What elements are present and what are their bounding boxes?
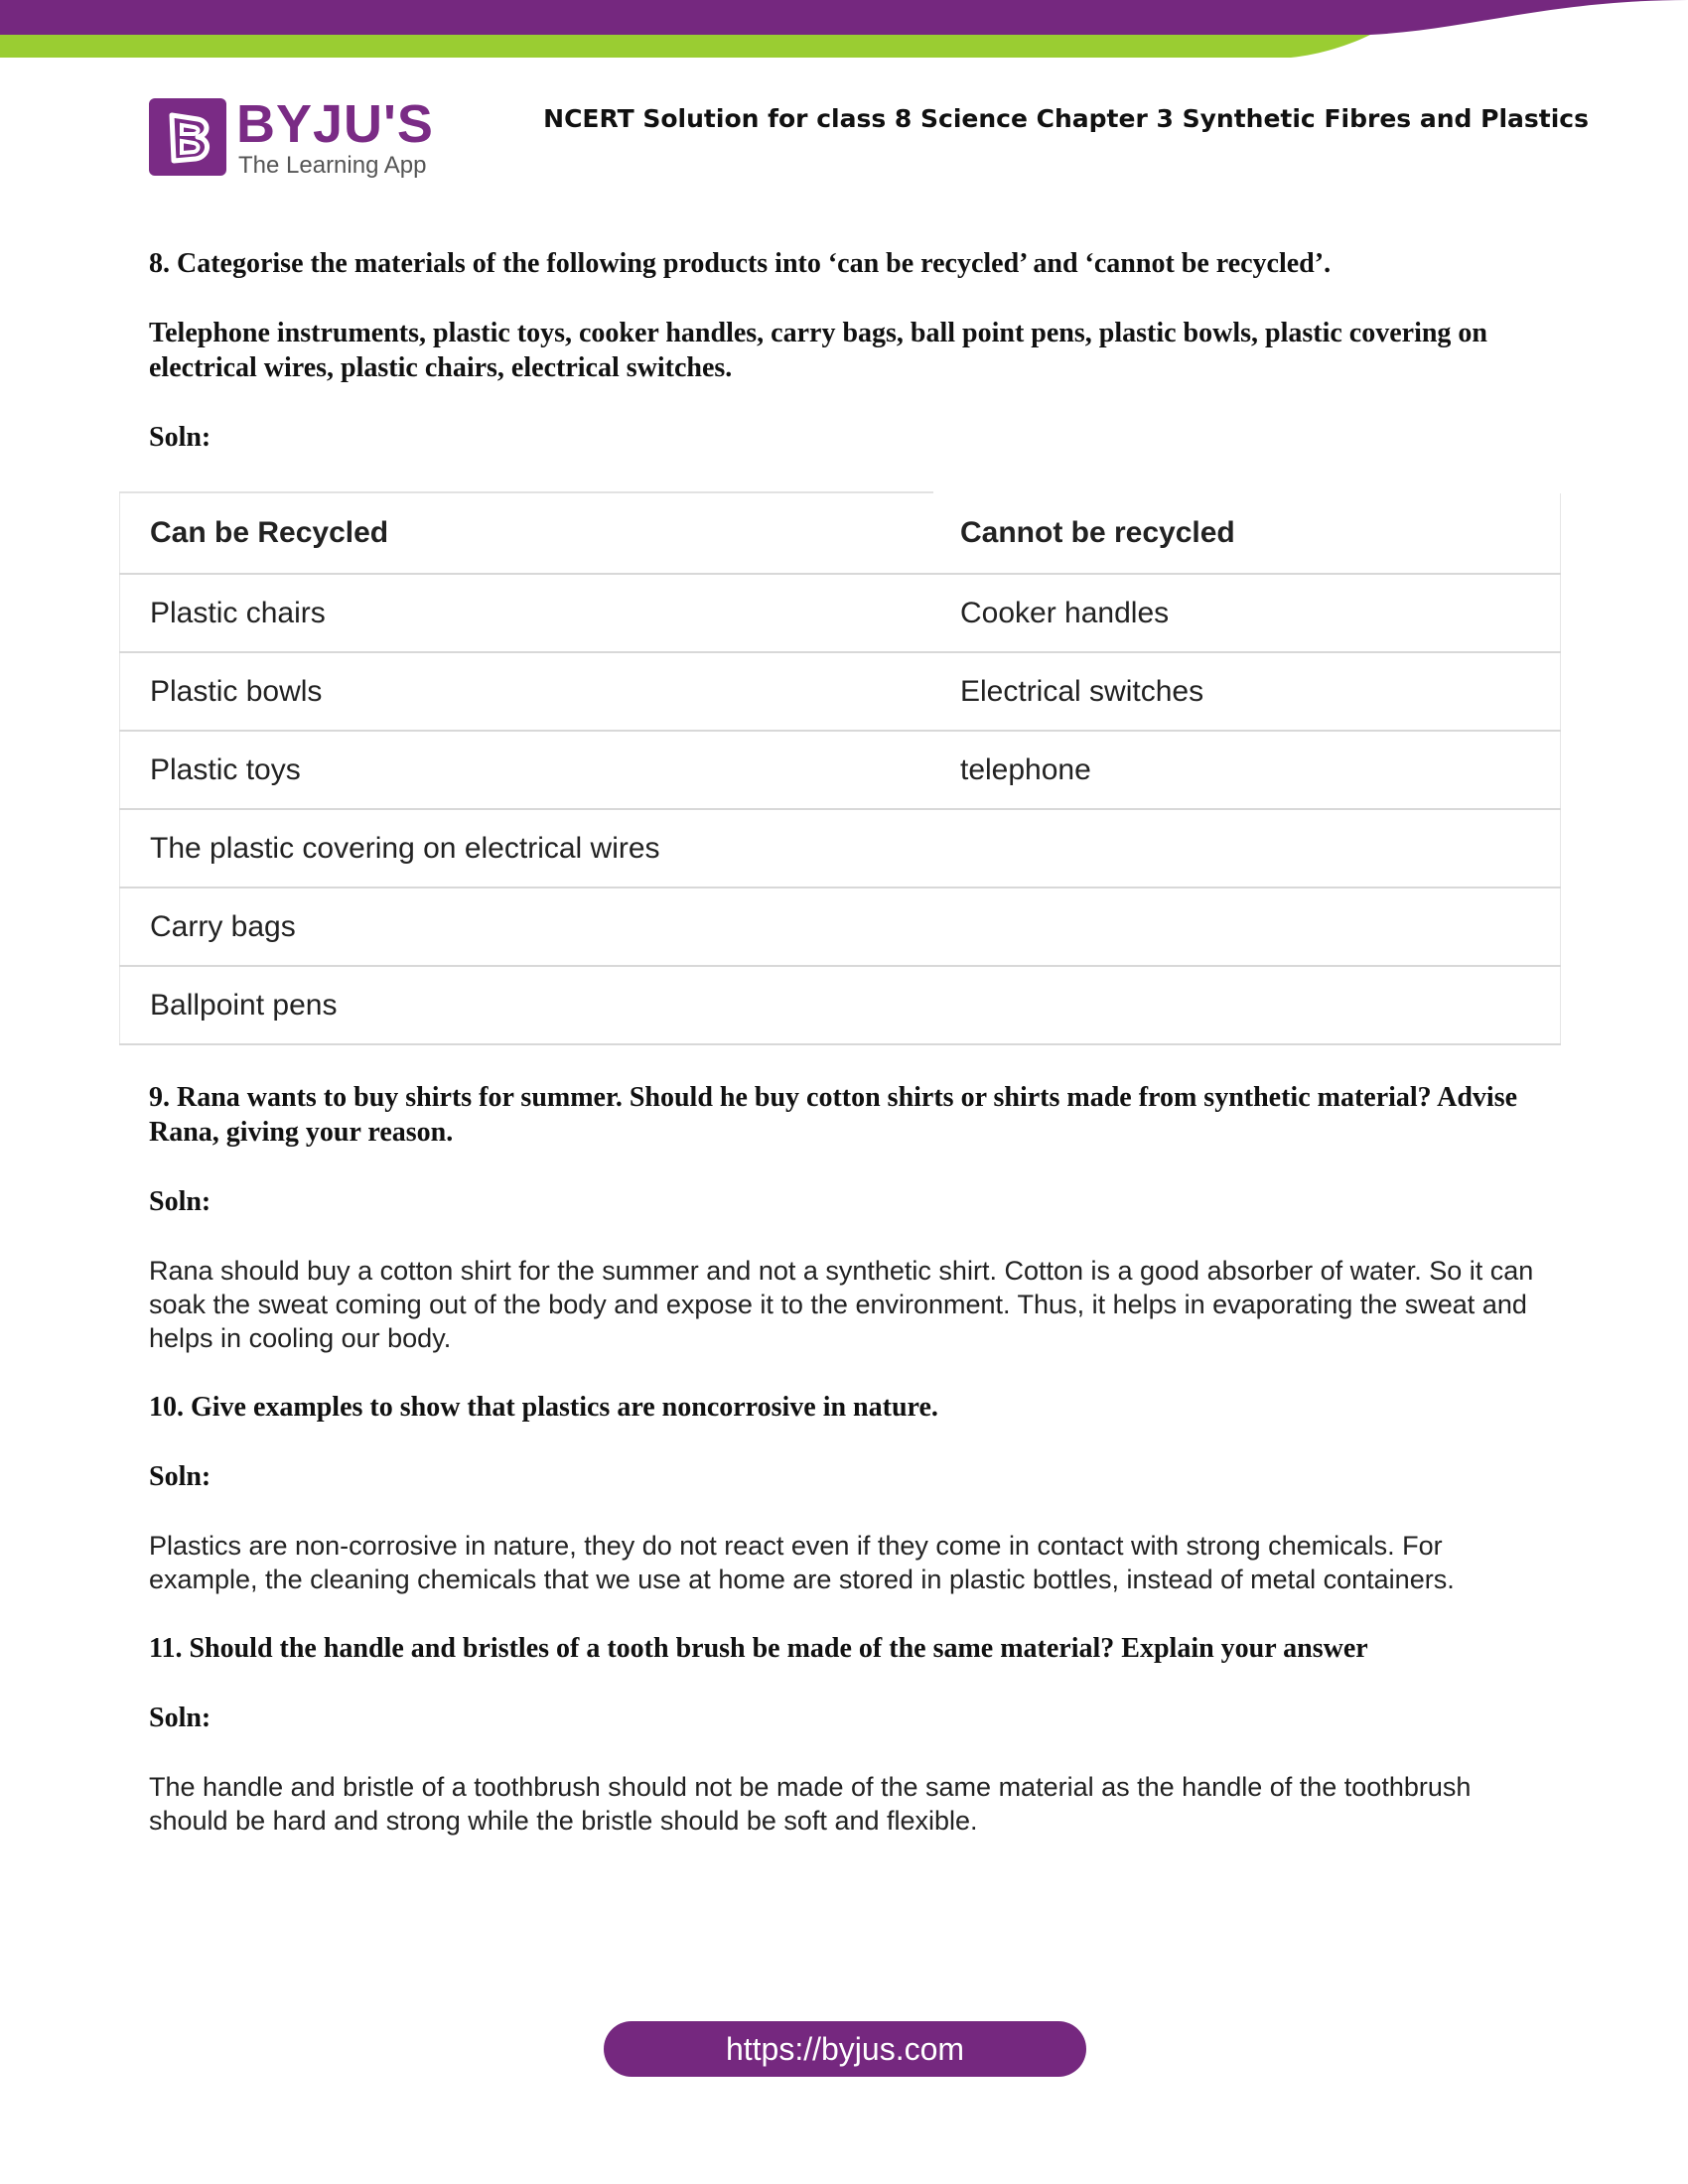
cell-can: The plastic covering on electrical wires: [120, 809, 931, 887]
header-can-be-recycled: Can be Recycled: [120, 493, 931, 574]
top-decorative-band: [0, 0, 1688, 60]
recycle-table: [119, 493, 1561, 1045]
cell-cannot: [930, 809, 1561, 887]
table-row: [120, 574, 1561, 652]
cell-can: Plastic chairs: [120, 574, 931, 652]
footer-url-link[interactable]: https://byjus.com: [604, 2021, 1086, 2077]
cell-can: Carry bags: [120, 887, 931, 966]
byjus-b-logo-icon: [149, 98, 226, 176]
soln-label: Soln:: [149, 1186, 211, 1217]
cell-can: Plastic bowls: [120, 652, 931, 731]
table-row: [120, 966, 1561, 1044]
cell-can: Ballpoint pens: [120, 966, 931, 1044]
cell-cannot: Electrical switches: [930, 652, 1561, 731]
question-11-text: 11. Should the handle and bristles of a tooth brush be made of the same material? Explain your answer: [149, 1633, 1368, 1664]
answer-11-text: The handle and bristle of a toothbrush should not be made of the same material as the handle of the toothbrush should be hard and strong while the bristle should be soft and flexible.: [149, 1772, 1472, 1836]
answer-9-text: Rana should buy a cotton shirt for the summer and not a synthetic shirt. Cotton is a good absorber of water. So it can soak the sweat coming out of the body and expose it to the environment. Thus, it helps in evaporating the sweat and helps in cooling our body.: [149, 1256, 1534, 1353]
question-10-text: 10. Give examples to show that plastics are noncorrosive in nature.: [149, 1392, 938, 1423]
answer-10-text: Plastics are non-corrosive in nature, they do not react even if they come in contact with strong chemicals. For example, the cleaning chemicals that we use at home are stored in plastic bottles, instead of metal containers.: [149, 1531, 1455, 1594]
cell-cannot: Cooker handles: [930, 574, 1561, 652]
document-title: NCERT Solution for class 8 Science Chapter 3 Synthetic Fibres and Plastics: [543, 104, 1589, 133]
brand-name: BYJU'S: [236, 94, 434, 154]
cell-cannot: telephone: [930, 731, 1561, 809]
table-row: [120, 809, 1561, 887]
question-8-section: [149, 246, 1539, 455]
questions-9-to-11: [149, 1080, 1539, 1838]
question-9-text: 9. Rana wants to buy shirts for summer. Should he buy cotton shirts or shirts made from synthetic material? Advise Rana, giving your reason.: [149, 1082, 1518, 1148]
cell-cannot: [930, 887, 1561, 966]
table-row: [120, 887, 1561, 966]
question-8-items: Telephone instruments, plastic toys, cooker handles, carry bags, ball point pens, plastic bowls, plastic covering on electrical wires, plastic chairs, electrical switches.: [149, 318, 1488, 383]
header-cannot-be-recycled: Cannot be recycled: [930, 493, 1561, 574]
soln-label: Soln:: [149, 1703, 211, 1733]
table-row: [120, 652, 1561, 731]
page-header: [149, 94, 1589, 184]
soln-label: Soln:: [149, 422, 211, 453]
byjus-logo: [149, 94, 447, 184]
soln-label: Soln:: [149, 1461, 211, 1492]
question-8-text: 8. Categorise the materials of the following products into ‘can be recycled’ and ‘cannot be recycled’.: [149, 248, 1332, 279]
cell-can: Plastic toys: [120, 731, 931, 809]
table-row: [120, 731, 1561, 809]
table-header-row: [120, 493, 1561, 574]
brand-tagline: The Learning App: [238, 152, 427, 179]
cell-cannot: [930, 966, 1561, 1044]
